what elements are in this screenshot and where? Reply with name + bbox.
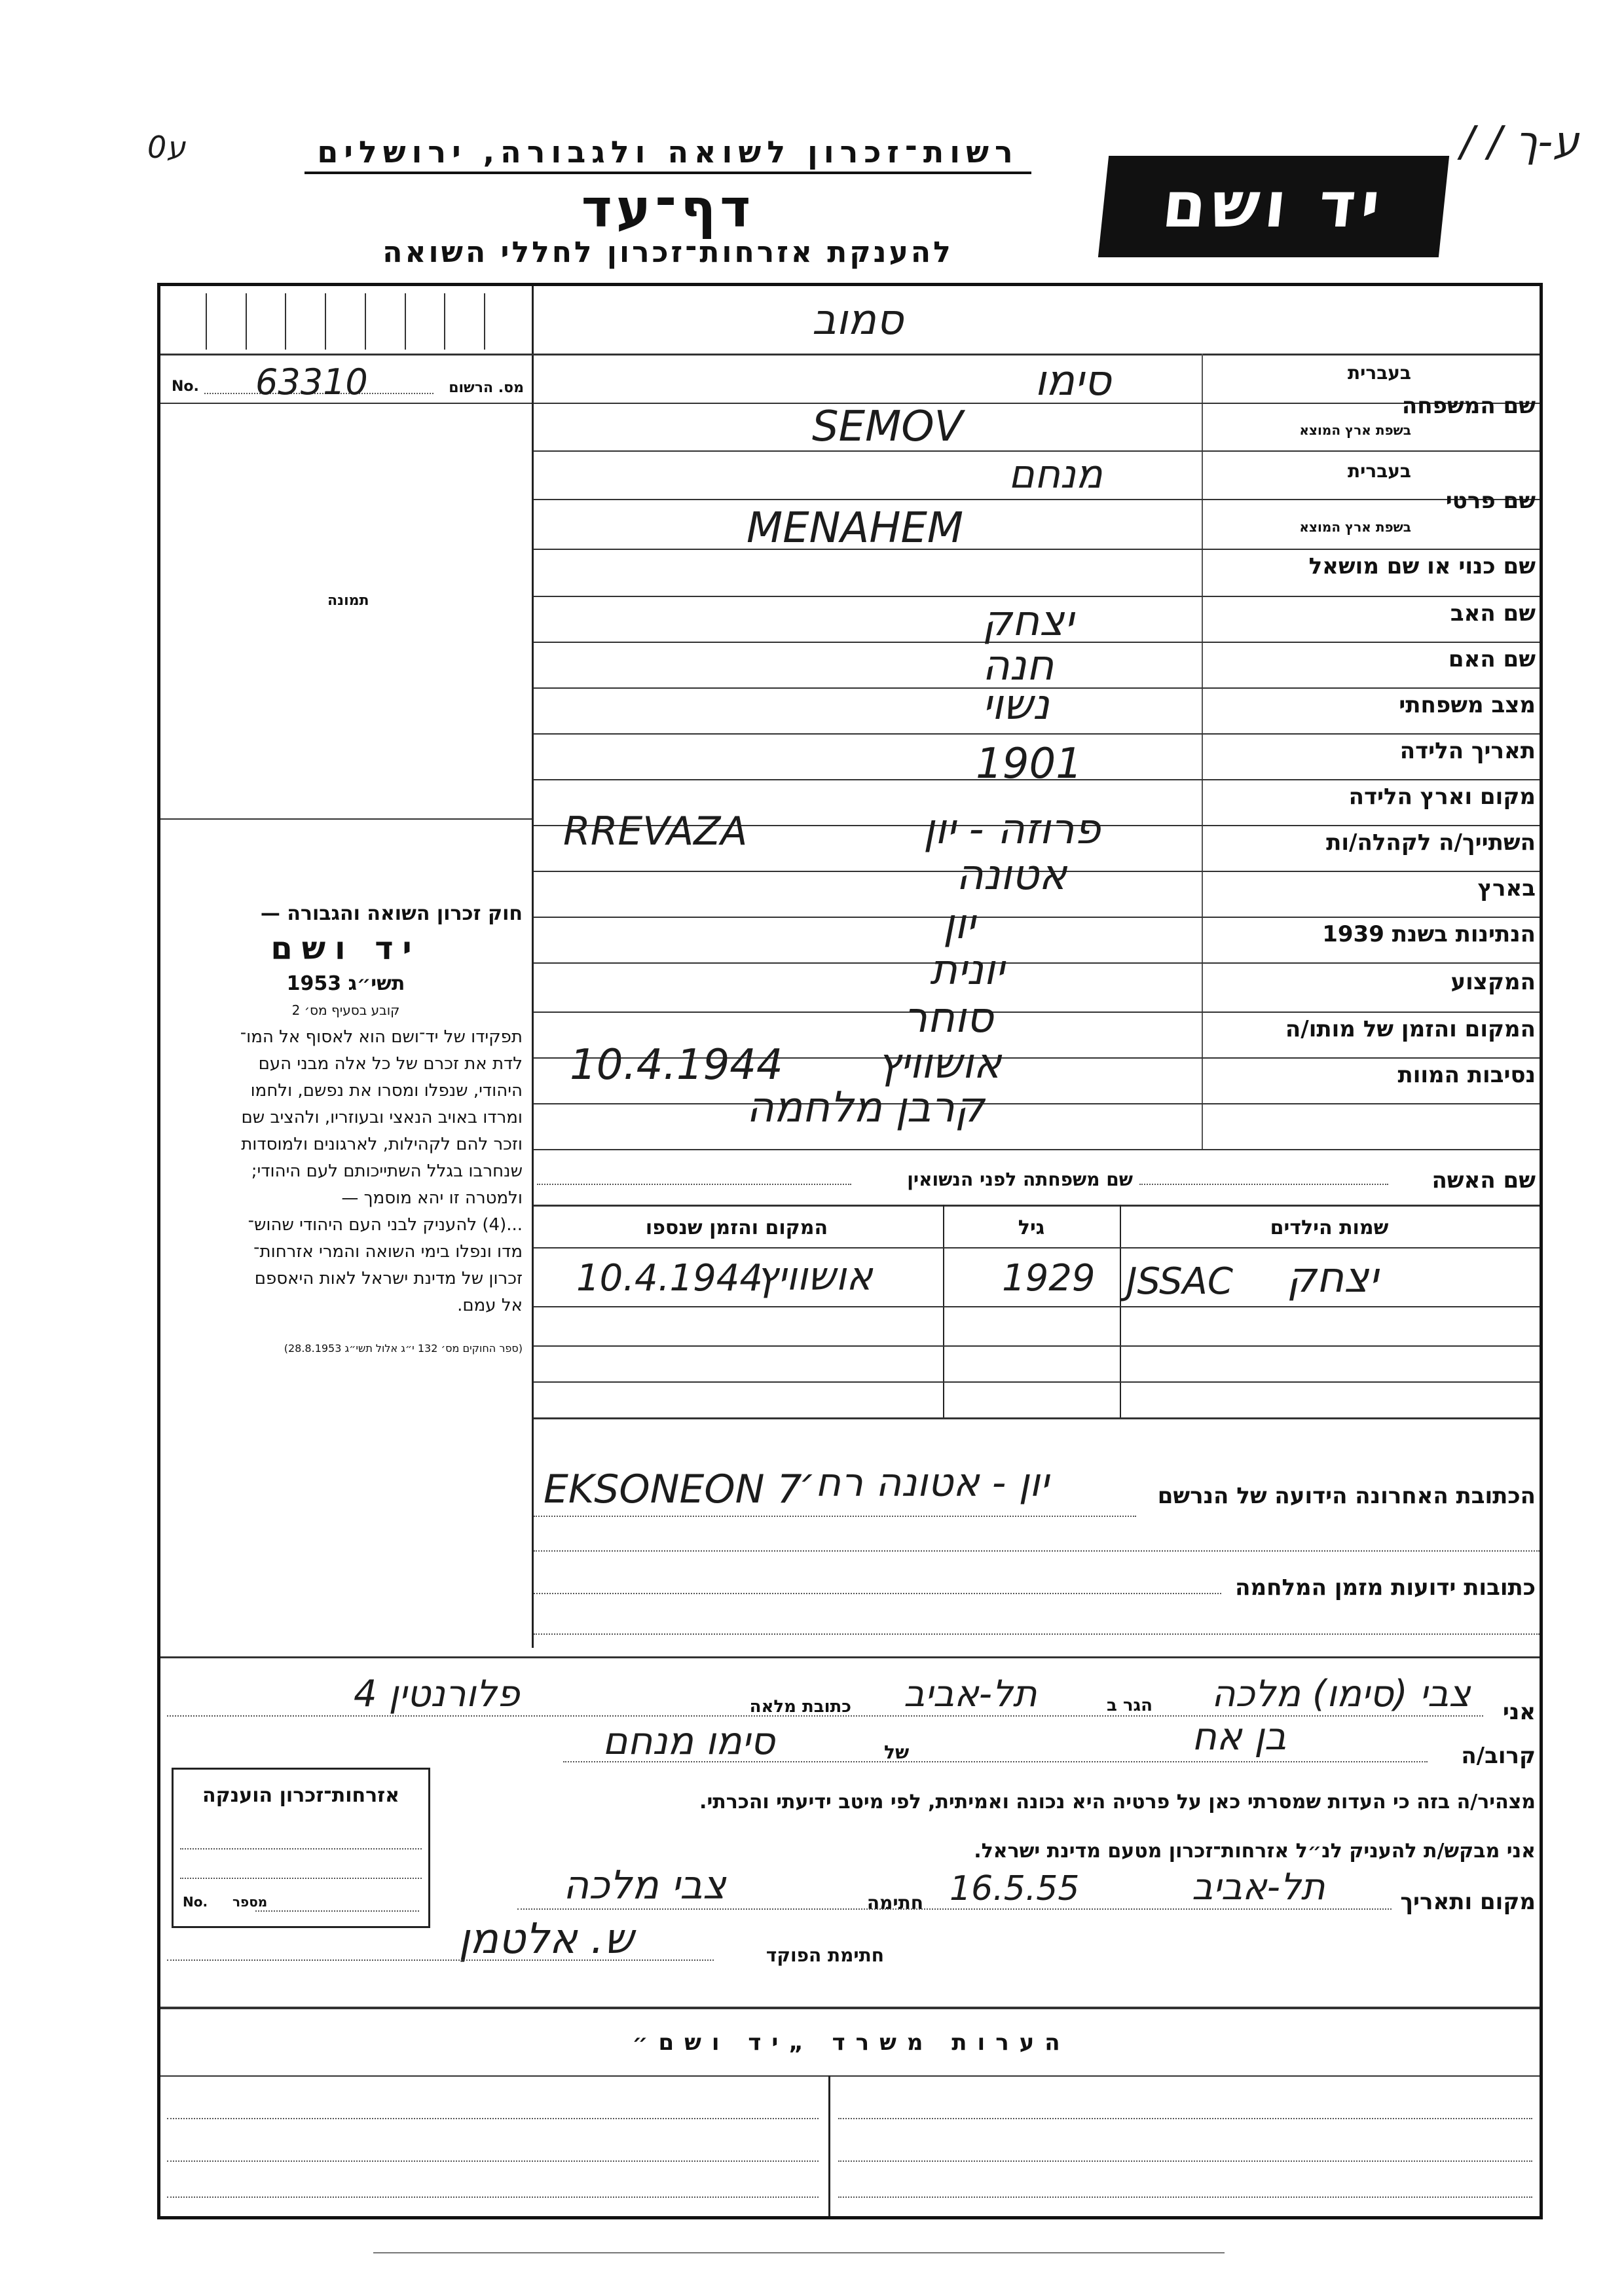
firstname-hebrew-value: מנחם	[1008, 452, 1103, 498]
birthplace-label: מקום וארץ הלידה	[1348, 784, 1536, 810]
corner-mark-right: / / ע-ך	[1460, 118, 1579, 166]
mother-value: חנה	[982, 642, 1054, 690]
death-place-value: אושוויץ	[877, 1040, 1002, 1088]
children-row-line	[534, 1306, 1540, 1307]
law-line-2: לדת את זכרם של כל אלה מבני העם	[258, 1054, 523, 1074]
request-text: אני מבקש/ת להעניק לנ״ל אזרחות־זכרון מטעם מדינת ישראל.	[974, 1840, 1536, 1863]
cause-value: קרבן מלחמה	[747, 1084, 985, 1132]
relative-value: בן אח	[1192, 1714, 1287, 1758]
of-value: סימו מנחם	[602, 1719, 775, 1763]
citizenship-label: הנתינות בשנת 1939	[1322, 921, 1536, 947]
notes-row-line	[167, 2160, 819, 2162]
declarant-address-value: פלורנטין 4	[354, 1673, 520, 1715]
children-col-divider-2	[1120, 1205, 1121, 1417]
children-col-divider-1	[943, 1205, 944, 1417]
law-line-11: אל עמם.	[457, 1296, 523, 1315]
declarant-resides-label: הגר ב	[1107, 1696, 1153, 1715]
notes-row-line	[167, 2118, 819, 2119]
surname-hebrew-sub: בעברית	[1347, 362, 1411, 384]
law-ref: (ספר החוקים מס׳ 132 י״ג אלול תשי״ג 28.8.1953)	[284, 1342, 523, 1355]
declarant-address-label: כתובת מלאה	[749, 1697, 851, 1717]
officer-line	[167, 1959, 714, 1961]
signature-value: צבי מלכה	[563, 1863, 726, 1908]
birthplace-value: פרוזה - יון	[923, 805, 1101, 854]
corner-mark-left: 0ע	[147, 130, 186, 165]
declarant-city-value: תל-אביב	[904, 1673, 1037, 1715]
marital-label: מצב משפחתי	[1399, 692, 1536, 718]
row-line	[534, 1103, 1540, 1104]
reg-no-prefix: No.	[172, 378, 199, 395]
war-address-line	[534, 1593, 1221, 1594]
form-subtitle: להענקת אזרחות־זכרון לחללי השואה	[382, 236, 953, 269]
photo-label: תמונה	[327, 592, 369, 609]
notes-row-line	[838, 2160, 1532, 2162]
signature-label: חתימה	[866, 1892, 923, 1914]
law-line-8: ...(4) להעניק לבני העם היהודי שהוש־	[248, 1215, 523, 1235]
child-death-date: 10.4.1944	[576, 1257, 764, 1300]
yad-vashem-logo	[1098, 156, 1449, 257]
row-line	[534, 1011, 1540, 1013]
community-label: השתייך/ה לקהלה/ות	[1326, 829, 1536, 856]
officer-label: חתימת הפוקד	[766, 1944, 884, 1966]
surname-origin-sub: בשפת ארץ המוצא	[1299, 422, 1411, 438]
row-line	[534, 549, 1540, 550]
row-line	[534, 917, 1540, 918]
citizenship-box-no-heb: מספר	[232, 1894, 268, 1910]
notes-top	[160, 2007, 1540, 2009]
notes-row-line	[167, 2196, 819, 2198]
citizenship-value: יונית	[930, 946, 1005, 994]
surname-hebrew-value: סימו	[1035, 357, 1111, 405]
date-value: 16.5.55	[950, 1869, 1080, 1908]
declare-text: מצהיר/ה בזה כי העדות שמסרתי כאן על פרטיה היא נכונה ואמיתית, לפי מיטב ידיעתי והכרתי.	[699, 1791, 1536, 1813]
birthdate-value: 1901	[976, 740, 1082, 788]
community-value: אטונה	[956, 851, 1067, 900]
child-name-latin: JSSAC	[1126, 1260, 1234, 1303]
father-label: שם האב	[1450, 600, 1536, 627]
place-value: תל-אביב	[1192, 1866, 1325, 1908]
surname-origin-value: SEMOV	[812, 403, 963, 451]
children-names-header: שמות הילדים	[1270, 1216, 1389, 1239]
country-value: יון	[943, 900, 976, 949]
law-title: חוק זכרון השואה והגבורה —	[260, 902, 523, 925]
wife-maiden-line	[537, 1184, 851, 1185]
country-label: בארץ	[1477, 875, 1536, 902]
label-divider	[1202, 354, 1203, 1149]
death-label: המקום והזמן של מותו/ה	[1285, 1016, 1536, 1042]
last-address-line	[534, 1516, 1136, 1517]
law-year: תשי״ג 1953	[286, 972, 405, 995]
declarant-i-label: אני	[1502, 1699, 1536, 1725]
profession-label: המקצוע	[1450, 969, 1536, 995]
law-line-6: שנחרבו בגלל השתייכותם לעם היהודי;	[251, 1161, 523, 1181]
firstname-label: שם פרטי	[1445, 488, 1536, 514]
declarant-name-value: צבי (סימו) מלכה	[1211, 1673, 1471, 1715]
last-address-line-2	[534, 1550, 1540, 1552]
war-address-label: כתובות ידועות מזמן המלחמה	[1235, 1575, 1536, 1601]
logo-text: יד ושם	[1159, 168, 1389, 242]
declaration-top	[160, 1656, 1540, 1658]
law-line-7: ולמטרה זו יהא מוסמך —	[341, 1188, 523, 1208]
last-address-latin: EKSONEON 7	[544, 1467, 802, 1512]
sidebar-divider	[532, 286, 534, 1648]
marital-value: נשוי	[982, 681, 1050, 729]
photo-bottom	[160, 818, 532, 820]
notes-row-line	[838, 2196, 1532, 2198]
notes-row-line	[838, 2118, 1532, 2119]
wife-line	[1139, 1184, 1388, 1185]
notes-line	[160, 2075, 1540, 2077]
notes-divider	[828, 2075, 830, 2216]
notes-title: הערות משרד „יד ושם״	[632, 2030, 1071, 2056]
cause-label: נסיבות המוות	[1397, 1062, 1536, 1088]
birthplace-latin-value: RREVAZA	[563, 809, 748, 854]
last-address-label: הכתובת האחרונה הידועה של הנרשם	[1157, 1483, 1536, 1509]
last-address-value: יון - אטונה רח׳	[799, 1460, 1049, 1506]
authority-title: רשות־זכרון לשואה ולגבורה, ירושלים	[317, 134, 1019, 170]
law-name: יד ושם	[270, 930, 421, 967]
page-bottom-rule	[373, 2252, 1225, 2253]
child-name-hebrew: יצחק	[1287, 1254, 1378, 1302]
father-value: יצחק	[982, 597, 1074, 646]
authority-underline	[304, 172, 1031, 174]
death-date-value: 10.4.1944	[570, 1041, 783, 1089]
relative-line	[563, 1761, 1428, 1762]
mother-label: שם האם	[1448, 646, 1536, 672]
law-line-5: וזכר להם לקהילות, לארגונים ולמוסדות	[241, 1135, 523, 1154]
place-date-label: מקום ותאריך	[1400, 1889, 1536, 1915]
wife-maiden-label: שם משפחתה לפני הנשואין	[907, 1169, 1133, 1190]
firstname-origin-value: MENAHEM	[747, 504, 964, 553]
children-age-header: גיל	[1018, 1216, 1045, 1239]
war-address-line-2	[534, 1633, 1540, 1635]
law-clause: קובע בסעיף מס׳ 2	[291, 1002, 400, 1018]
children-row-line	[534, 1381, 1540, 1383]
nickname-label: שם כנוי או שם מושאל	[1308, 553, 1536, 579]
top-row-bottom	[160, 354, 1540, 355]
citizenship-granted-box	[172, 1768, 430, 1928]
law-line-3: היהודי, שנפלו ומסרו את נפשם, ולחמו	[250, 1081, 523, 1101]
surname-label: שם המשפחה	[1401, 393, 1536, 419]
law-text	[169, 900, 523, 1362]
reg-no-label: מס. הרשום	[449, 380, 524, 396]
law-line-9: מדו ונפלו בימי השואה והמרי אזרחות־	[253, 1242, 523, 1262]
firstname-origin-sub: בשפת ארץ המוצא	[1299, 519, 1411, 535]
place-date-line	[517, 1908, 1392, 1910]
table-row	[534, 1247, 1540, 1306]
birthdate-label: תאריך הלידה	[1399, 738, 1536, 764]
profession-value: סוחר	[904, 994, 993, 1042]
children-row-line	[534, 1345, 1540, 1347]
row-line	[534, 1149, 1540, 1150]
wife-row-bottom	[534, 1205, 1540, 1207]
reg-row-bottom	[160, 403, 532, 404]
law-line-10: זכרון של מדינת ישראל לאות היאספם	[254, 1269, 523, 1288]
officer-signature: ש. אלטמן	[458, 1915, 634, 1963]
form-title: דף־עד	[581, 178, 755, 239]
child-death-place: אושוויץ	[756, 1254, 873, 1300]
reg-boxes	[167, 293, 524, 350]
children-table-bottom	[534, 1417, 1540, 1419]
citizenship-box-no: No.	[183, 1894, 208, 1910]
law-line-1: תפקידו של יד־ושם הוא לאסוף אל המו־	[240, 1027, 523, 1047]
citizenship-box-title: אזרחות־זכרון הוענקה	[202, 1784, 400, 1807]
child-age: 1929	[1002, 1257, 1096, 1300]
row-line	[534, 733, 1540, 735]
law-line-4: ומרדו באויב הנאצי ובעוזריו, ולהציב שם	[241, 1108, 523, 1127]
firstname-hebrew-sub: בעברית	[1347, 460, 1411, 482]
relative-label: קרוב/ה	[1461, 1743, 1536, 1769]
surname-top-value: סמוב	[812, 296, 904, 344]
reg-no-value: 63310	[255, 361, 368, 403]
of-label: של	[884, 1741, 910, 1763]
children-place-header: המקום והזמן שנספו	[645, 1216, 828, 1239]
row-line	[534, 962, 1540, 964]
wife-label: שם האשה	[1431, 1167, 1536, 1194]
